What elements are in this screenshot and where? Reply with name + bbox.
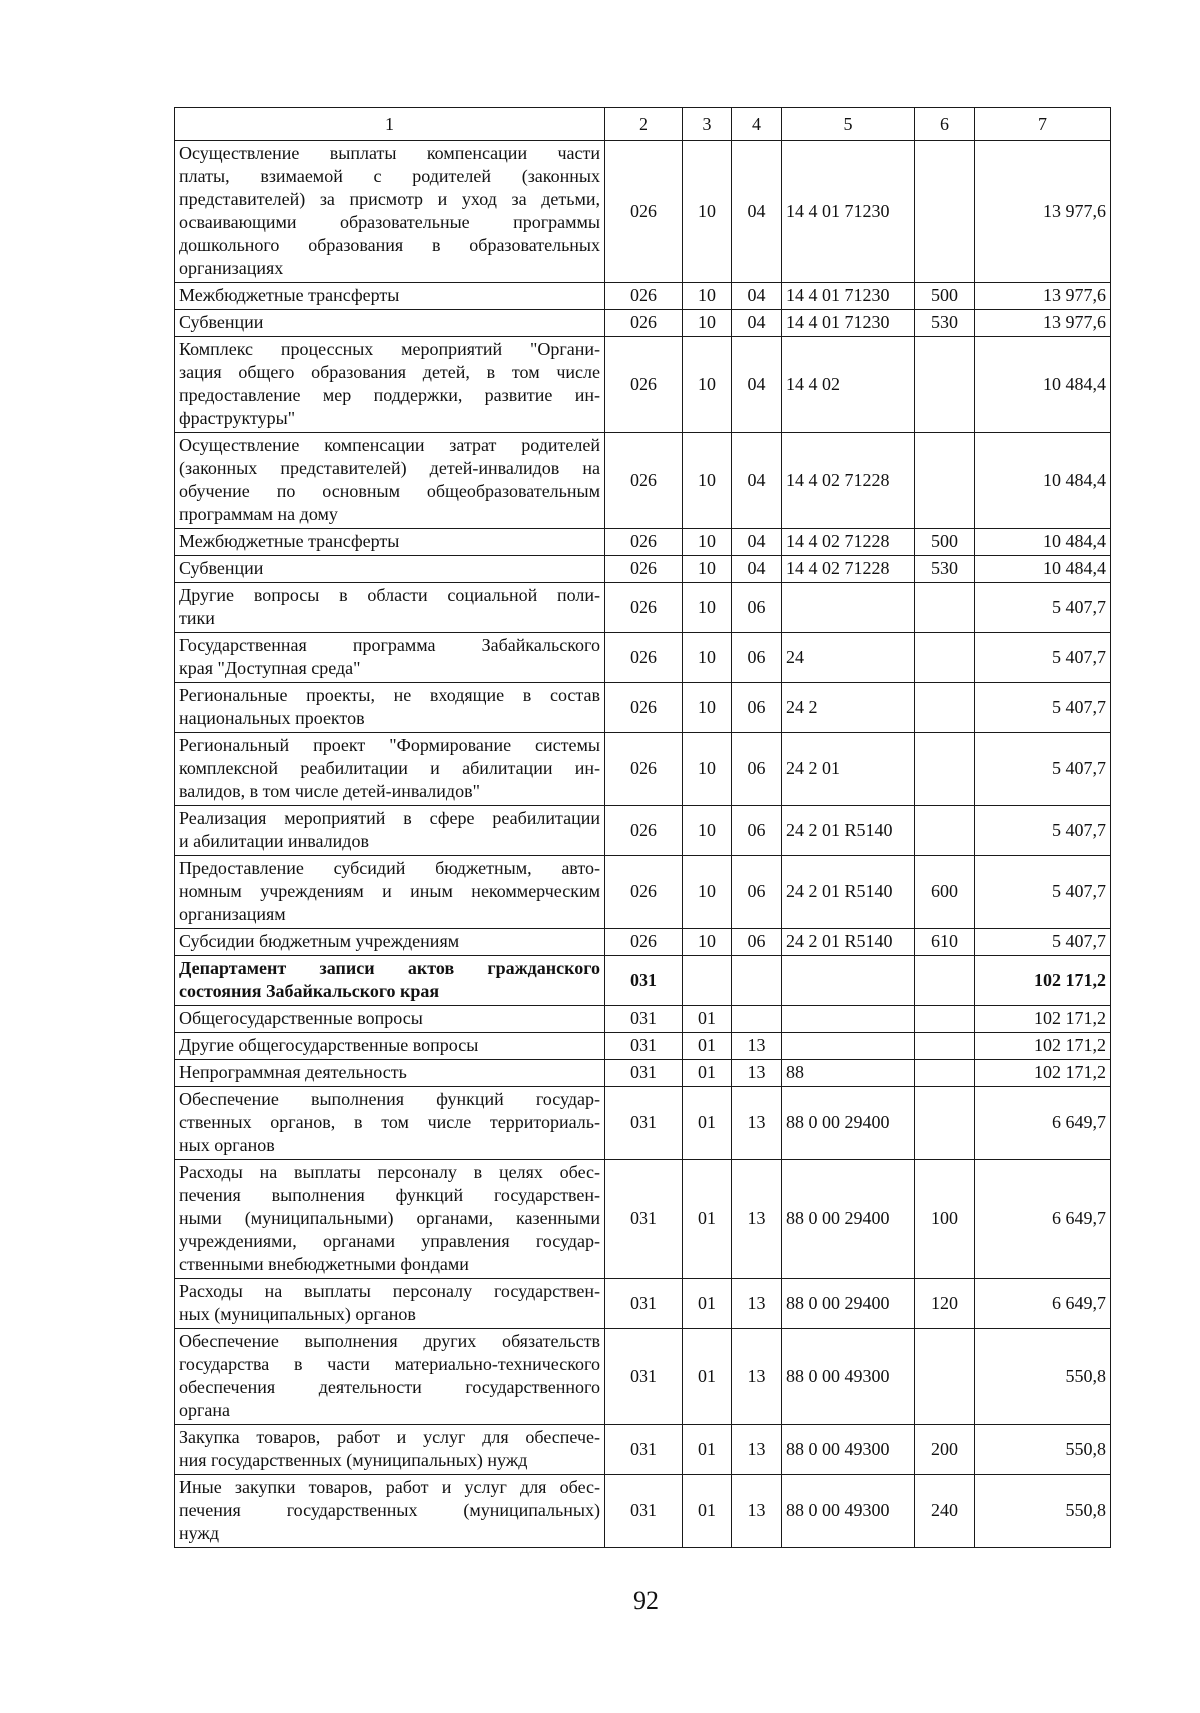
name-line: Межбюджетные трансферты	[179, 285, 400, 305]
cell-amount: 5 407,7	[975, 806, 1111, 856]
cell-section: 10	[683, 583, 732, 633]
cell-code: 031	[605, 1060, 683, 1087]
header-col-4: 4	[732, 108, 782, 141]
cell-name	[175, 1425, 605, 1475]
cell-subsection: 13	[732, 1425, 782, 1475]
cell-expense-type	[915, 683, 975, 733]
name-line: Закупка товаров, работ и услуг для обеспече-	[179, 1427, 600, 1447]
cell-section: 01	[683, 1475, 732, 1548]
name-line: организациях	[179, 258, 284, 278]
cell-section: 10	[683, 141, 732, 283]
cell-target-article: 24 2 01 R5140	[782, 929, 915, 956]
name-line: обучение по основным общеобразовательным	[179, 481, 600, 501]
cell-target-article	[782, 1006, 915, 1033]
cell-expense-type	[915, 633, 975, 683]
name-line: Субвенции	[179, 558, 264, 578]
cell-name	[175, 856, 605, 929]
name-line: края "Доступная среда"	[179, 658, 361, 678]
cell-amount: 5 407,7	[975, 683, 1111, 733]
cell-section: 10	[683, 337, 732, 433]
cell-section: 10	[683, 556, 732, 583]
cell-code: 031	[605, 1475, 683, 1548]
table-row	[175, 1475, 1111, 1548]
cell-name	[175, 1087, 605, 1160]
name-line: Региональный проект "Формирование системы	[179, 735, 600, 755]
table-row	[175, 733, 1111, 806]
cell-expense-type	[915, 433, 975, 529]
cell-target-article: 14 4 01 71230	[782, 310, 915, 337]
name-line: Осуществление компенсации затрат родителей	[179, 435, 600, 455]
cell-target-article: 88 0 00 49300	[782, 1329, 915, 1425]
cell-expense-type	[915, 1006, 975, 1033]
name-line: Государственная программа Забайкальского	[179, 635, 600, 655]
cell-section: 01	[683, 1060, 732, 1087]
cell-amount: 13 977,6	[975, 141, 1111, 283]
cell-target-article: 14 4 01 71230	[782, 283, 915, 310]
table-row	[175, 1006, 1111, 1033]
table-row	[175, 1060, 1111, 1087]
cell-expense-type: 600	[915, 856, 975, 929]
cell-code: 026	[605, 433, 683, 529]
table-row	[175, 556, 1111, 583]
name-line: ными (муниципальными) органами, казенными	[179, 1208, 600, 1228]
cell-section: 10	[683, 433, 732, 529]
name-line: Иные закупки товаров, работ и услуг для обес-	[179, 1477, 600, 1497]
cell-name	[175, 929, 605, 956]
cell-target-article: 24 2 01 R5140	[782, 806, 915, 856]
name-line: предоставление мер поддержки, развитие ин-	[179, 385, 600, 405]
table-row	[175, 1329, 1111, 1425]
cell-subsection: 06	[732, 683, 782, 733]
cell-amount: 10 484,4	[975, 337, 1111, 433]
cell-section: 01	[683, 1160, 732, 1279]
cell-subsection: 06	[732, 583, 782, 633]
cell-amount: 550,8	[975, 1329, 1111, 1425]
cell-name	[175, 141, 605, 283]
table-row	[175, 1033, 1111, 1060]
cell-expense-type	[915, 1329, 975, 1425]
name-line: ственных органов, в том числе территориаль-	[179, 1112, 600, 1132]
cell-amount: 5 407,7	[975, 929, 1111, 956]
cell-expense-type	[915, 733, 975, 806]
name-line: комплексной реабилитации и абилитации ин-	[179, 758, 600, 778]
table-body	[175, 141, 1111, 1548]
name-line: органа	[179, 1400, 230, 1420]
cell-name	[175, 529, 605, 556]
cell-amount: 6 649,7	[975, 1279, 1111, 1329]
cell-target-article: 14 4 02 71228	[782, 556, 915, 583]
cell-code: 031	[605, 956, 683, 1006]
cell-subsection: 04	[732, 310, 782, 337]
cell-subsection: 04	[732, 433, 782, 529]
cell-target-article: 14 4 02 71228	[782, 529, 915, 556]
cell-name	[175, 1006, 605, 1033]
cell-subsection: 06	[732, 733, 782, 806]
cell-name	[175, 1160, 605, 1279]
cell-section: 10	[683, 283, 732, 310]
table-row	[175, 1425, 1111, 1475]
name-line: представителей) за присмотр и уход за детьми,	[179, 189, 600, 209]
cell-code: 026	[605, 633, 683, 683]
name-line: дошкольного образования в образовательных	[179, 235, 600, 255]
cell-code: 026	[605, 856, 683, 929]
cell-code: 031	[605, 1160, 683, 1279]
cell-section: 10	[683, 929, 732, 956]
cell-name	[175, 1329, 605, 1425]
cell-code: 031	[605, 1006, 683, 1033]
name-line: Субвенции	[179, 312, 264, 332]
header-row	[175, 108, 1111, 141]
cell-target-article: 88 0 00 49300	[782, 1475, 915, 1548]
name-line: Субсидии бюджетным учреждениям	[179, 931, 460, 951]
cell-section: 01	[683, 1279, 732, 1329]
cell-expense-type	[915, 583, 975, 633]
cell-amount: 102 171,2	[975, 956, 1111, 1006]
cell-name	[175, 1279, 605, 1329]
name-line: зация общего образования детей, в том числе	[179, 362, 600, 382]
cell-target-article: 88 0 00 49300	[782, 1425, 915, 1475]
cell-name	[175, 283, 605, 310]
name-line: государства в части материально-технического	[179, 1354, 600, 1374]
cell-expense-type: 610	[915, 929, 975, 956]
cell-amount: 6 649,7	[975, 1087, 1111, 1160]
name-line: Комплекс процессных мероприятий "Органи-	[179, 339, 600, 359]
cell-expense-type: 100	[915, 1160, 975, 1279]
name-line: организациям	[179, 904, 286, 924]
cell-target-article: 88 0 00 29400	[782, 1087, 915, 1160]
name-line: фраструктуры"	[179, 408, 296, 428]
name-line: обеспечения деятельности государственного	[179, 1377, 600, 1397]
cell-name	[175, 1033, 605, 1060]
table-row	[175, 683, 1111, 733]
cell-amount: 550,8	[975, 1425, 1111, 1475]
table-row	[175, 856, 1111, 929]
name-line: тики	[179, 608, 215, 628]
cell-amount: 10 484,4	[975, 529, 1111, 556]
cell-code: 031	[605, 1425, 683, 1475]
cell-code: 026	[605, 683, 683, 733]
name-line: Межбюджетные трансферты	[179, 531, 400, 551]
name-line: Непрограммная деятельность	[179, 1062, 407, 1082]
cell-subsection: 06	[732, 633, 782, 683]
header-col-7: 7	[975, 108, 1111, 141]
cell-section: 01	[683, 1033, 732, 1060]
cell-amount: 5 407,7	[975, 856, 1111, 929]
cell-name	[175, 433, 605, 529]
cell-target-article	[782, 1033, 915, 1060]
cell-subsection: 13	[732, 1279, 782, 1329]
cell-section: 10	[683, 633, 732, 683]
cell-section: 10	[683, 683, 732, 733]
table-header	[175, 108, 1111, 141]
cell-section: 10	[683, 806, 732, 856]
cell-code: 026	[605, 929, 683, 956]
cell-section: 01	[683, 1087, 732, 1160]
cell-code: 031	[605, 1033, 683, 1060]
cell-subsection: 06	[732, 929, 782, 956]
table-row	[175, 633, 1111, 683]
cell-subsection: 04	[732, 141, 782, 283]
cell-code: 026	[605, 583, 683, 633]
cell-target-article: 14 4 01 71230	[782, 141, 915, 283]
cell-section: 01	[683, 1329, 732, 1425]
cell-name	[175, 556, 605, 583]
table-row	[175, 806, 1111, 856]
name-line: платы, взимаемой с родителей (законных	[179, 166, 600, 186]
name-line: Предоставление субсидий бюджетным, авто-	[179, 858, 600, 878]
name-line: Обеспечение выполнения других обязательств	[179, 1331, 600, 1351]
cell-name	[175, 337, 605, 433]
cell-expense-type: 530	[915, 310, 975, 337]
cell-target-article	[782, 956, 915, 1006]
cell-code: 031	[605, 1329, 683, 1425]
cell-amount: 5 407,7	[975, 583, 1111, 633]
cell-name	[175, 583, 605, 633]
name-line: Департамент записи актов гражданского	[179, 958, 600, 978]
table-row	[175, 433, 1111, 529]
table-row	[175, 141, 1111, 283]
name-line: Другие вопросы в области социальной поли-	[179, 585, 600, 605]
header-col-6: 6	[915, 108, 975, 141]
cell-target-article: 24 2 01 R5140	[782, 856, 915, 929]
name-line: Осуществление выплаты компенсации части	[179, 143, 600, 163]
name-line: Реализация мероприятий в сфере реабилитации	[179, 808, 600, 828]
cell-target-article: 88 0 00 29400	[782, 1160, 915, 1279]
name-line: осваивающими образовательные программы	[179, 212, 600, 232]
table-row	[175, 1087, 1111, 1160]
cell-section: 01	[683, 1425, 732, 1475]
cell-subsection: 13	[732, 1033, 782, 1060]
name-line: нужд	[179, 1523, 219, 1543]
cell-subsection: 06	[732, 856, 782, 929]
cell-target-article: 24 2	[782, 683, 915, 733]
cell-subsection: 13	[732, 1060, 782, 1087]
cell-target-article: 14 4 02	[782, 337, 915, 433]
cell-subsection: 06	[732, 806, 782, 856]
table-row	[175, 337, 1111, 433]
cell-amount: 102 171,2	[975, 1060, 1111, 1087]
cell-subsection: 04	[732, 337, 782, 433]
name-line: ных (муниципальных) органов	[179, 1304, 416, 1324]
cell-target-article: 24 2 01	[782, 733, 915, 806]
header-col-5: 5	[782, 108, 915, 141]
cell-expense-type: 200	[915, 1425, 975, 1475]
cell-expense-type: 500	[915, 283, 975, 310]
cell-expense-type	[915, 337, 975, 433]
cell-expense-type: 120	[915, 1279, 975, 1329]
name-line: ния государственных (муниципальных) нужд	[179, 1450, 528, 1470]
cell-expense-type	[915, 1033, 975, 1060]
cell-target-article: 88	[782, 1060, 915, 1087]
name-line: Расходы на выплаты персоналу государствен-	[179, 1281, 600, 1301]
cell-amount: 10 484,4	[975, 556, 1111, 583]
name-line: номным учреждениям и иным некоммерческим	[179, 881, 600, 901]
cell-amount: 550,8	[975, 1475, 1111, 1548]
cell-section: 10	[683, 529, 732, 556]
cell-expense-type	[915, 806, 975, 856]
name-line: состояния Забайкальского края	[179, 981, 440, 1001]
cell-subsection	[732, 956, 782, 1006]
cell-target-article: 14 4 02 71228	[782, 433, 915, 529]
header-col-1: 1	[175, 108, 605, 141]
table-row	[175, 583, 1111, 633]
cell-expense-type	[915, 956, 975, 1006]
name-line: и абилитации инвалидов	[179, 831, 369, 851]
cell-expense-type: 530	[915, 556, 975, 583]
cell-name	[175, 733, 605, 806]
cell-code: 026	[605, 733, 683, 806]
name-line: (законных представителей) детей-инвалидов на	[179, 458, 600, 478]
cell-target-article: 24	[782, 633, 915, 683]
cell-target-article: 88 0 00 29400	[782, 1279, 915, 1329]
cell-subsection: 04	[732, 283, 782, 310]
cell-code: 026	[605, 310, 683, 337]
cell-section: 10	[683, 856, 732, 929]
cell-code: 026	[605, 806, 683, 856]
header-col-2: 2	[605, 108, 683, 141]
cell-section: 10	[683, 733, 732, 806]
cell-code: 026	[605, 283, 683, 310]
cell-amount: 102 171,2	[975, 1006, 1111, 1033]
cell-expense-type	[915, 1060, 975, 1087]
cell-section: 10	[683, 310, 732, 337]
name-line: Другие общегосударственные вопросы	[179, 1035, 479, 1055]
cell-name	[175, 956, 605, 1006]
cell-subsection: 13	[732, 1329, 782, 1425]
name-line: ных органов	[179, 1135, 275, 1155]
cell-subsection: 04	[732, 556, 782, 583]
cell-subsection: 13	[732, 1475, 782, 1548]
name-line: Региональные проекты, не входящие в состав	[179, 685, 600, 705]
cell-section	[683, 956, 732, 1006]
cell-amount: 102 171,2	[975, 1033, 1111, 1060]
cell-subsection: 13	[732, 1160, 782, 1279]
page-number: 92	[633, 1586, 659, 1615]
cell-code: 026	[605, 337, 683, 433]
cell-name	[175, 1475, 605, 1548]
name-line: учреждениями, органами управления государ-	[179, 1231, 600, 1251]
name-line: Расходы на выплаты персоналу в целях обес-	[179, 1162, 600, 1182]
table-row	[175, 1279, 1111, 1329]
cell-subsection	[732, 1006, 782, 1033]
cell-expense-type	[915, 1087, 975, 1160]
cell-amount: 5 407,7	[975, 733, 1111, 806]
cell-code: 031	[605, 1279, 683, 1329]
budget-table	[174, 107, 1111, 1548]
cell-name	[175, 683, 605, 733]
table-row	[175, 956, 1111, 1006]
cell-amount: 6 649,7	[975, 1160, 1111, 1279]
cell-name	[175, 633, 605, 683]
cell-section: 01	[683, 1006, 732, 1033]
cell-subsection: 04	[732, 529, 782, 556]
cell-name	[175, 310, 605, 337]
cell-expense-type: 240	[915, 1475, 975, 1548]
cell-subsection: 13	[732, 1087, 782, 1160]
table-row	[175, 529, 1111, 556]
name-line: программам на дому	[179, 504, 338, 524]
name-line: печения выполнения функций государствен-	[179, 1185, 600, 1205]
table-row	[175, 310, 1111, 337]
cell-amount: 10 484,4	[975, 433, 1111, 529]
cell-name	[175, 1060, 605, 1087]
cell-code: 026	[605, 556, 683, 583]
table-row	[175, 1160, 1111, 1279]
cell-name	[175, 806, 605, 856]
name-line: валидов, в том числе детей-инвалидов"	[179, 781, 480, 801]
cell-code: 026	[605, 529, 683, 556]
cell-amount: 13 977,6	[975, 310, 1111, 337]
name-line: Обеспечение выполнения функций государ-	[179, 1089, 600, 1109]
name-line: ственными внебюджетными фондами	[179, 1254, 469, 1274]
name-line: печения государственных (муниципальных)	[179, 1500, 600, 1520]
table-row	[175, 929, 1111, 956]
cell-amount: 5 407,7	[975, 633, 1111, 683]
cell-code: 031	[605, 1087, 683, 1160]
header-col-3: 3	[683, 108, 732, 141]
cell-target-article	[782, 583, 915, 633]
cell-expense-type: 500	[915, 529, 975, 556]
name-line: национальных проектов	[179, 708, 365, 728]
cell-code: 026	[605, 141, 683, 283]
table-row	[175, 283, 1111, 310]
cell-expense-type	[915, 141, 975, 283]
cell-amount: 13 977,6	[975, 283, 1111, 310]
name-line: Общегосударственные вопросы	[179, 1008, 423, 1028]
